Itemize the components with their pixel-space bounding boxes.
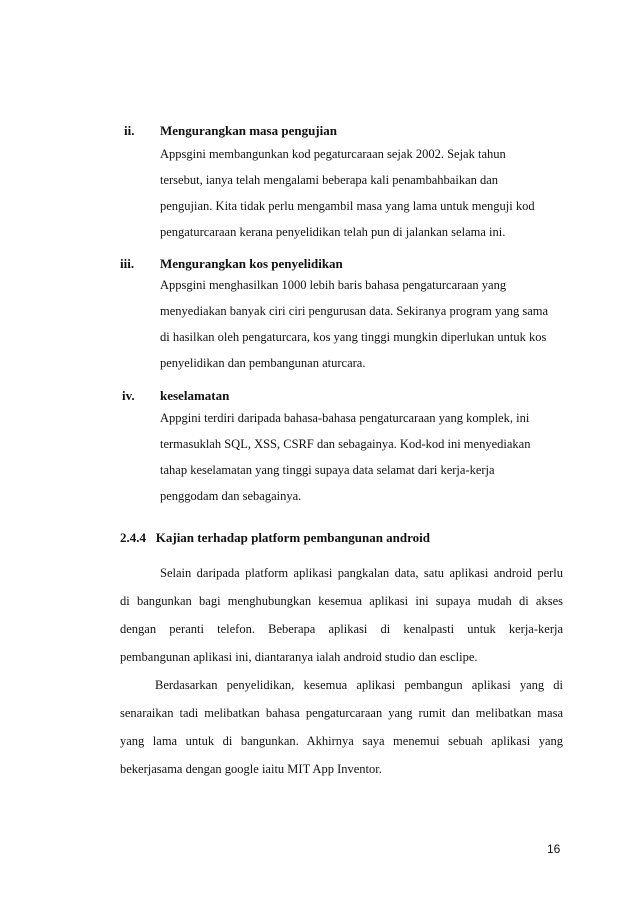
text-line: di bangunkan bagi menghubungkan kesemua aplikasi ini supaya mudah di akses	[120, 594, 563, 608]
list-item-title: keselamatan	[160, 388, 230, 403]
text-line: tahap keselamatan yang tinggi supaya data selamat dari kerja-kerja	[160, 463, 495, 477]
text-line: pengaturcaraan kerana penyelidikan telah pun di jalankan selama ini.	[160, 225, 506, 239]
list-item-body	[160, 409, 565, 513]
text-line: penggodam dan sebagainya.	[160, 489, 302, 503]
list-item-title: Mengurangkan kos penyelidikan	[160, 256, 343, 271]
text-line: dengan peranti telefon. Beberapa aplikasi di kenalpasti untuk kerja-kerja	[120, 622, 563, 636]
text-line: pembangunan aplikasi ini, diantaranya ialah android studio dan esclipe.	[120, 650, 478, 664]
list-item-body	[160, 145, 565, 249]
list-item-number: iv.	[122, 388, 135, 403]
text-line: yang lama untuk di bangunkan. Akhirnya saya menemui sebuah aplikasi yang	[120, 734, 563, 748]
text-line: pengujian. Kita tidak perlu mengambil masa yang lama untuk menguji kod	[160, 199, 535, 213]
list-item-title: Mengurangkan masa pengujian	[160, 123, 337, 138]
paragraph	[120, 676, 563, 788]
section-heading: 2.4.4 Kajian terhadap platform pembangunan android	[120, 530, 431, 545]
text-line: di hasilkan oleh pengaturcara, kos yang tinggi mungkin diperlukan untuk kos	[160, 330, 547, 344]
text-line: menyediakan banyak ciri ciri pengurusan data. Sekiranya program yang sama	[160, 304, 549, 318]
text-line: Selain daripada platform aplikasi pangkalan data, satu aplikasi android perlu	[160, 566, 563, 580]
text-line: bekerjasama dengan google iaitu MIT App Inventor.	[120, 762, 382, 776]
text-line: Berdasarkan penyelidikan, kesemua aplikasi pembangun aplikasi yang di	[155, 678, 563, 692]
text-line: Appsgini menghasilkan 1000 lebih baris bahasa pengaturcaraan yang	[160, 278, 507, 292]
list-item-number: iii.	[120, 256, 135, 271]
list-item-number: ii.	[124, 123, 135, 138]
list-item-body	[160, 276, 565, 380]
text-line: Appsgini membangunkan kod pegaturcaraan sejak 2002. Sejak tahun	[160, 147, 506, 161]
text-line: senaraikan tadi melibatkan bahasa pengaturcaraan yang rumit dan melibatkan masa	[120, 706, 563, 720]
page-number: 16	[547, 842, 561, 856]
text-line: penyelidikan dan pembangunan aturcara.	[160, 356, 366, 370]
text-line: Appgini terdiri daripada bahasa-bahasa pengaturcaraan yang komplek, ini	[160, 411, 530, 425]
paragraph	[120, 564, 563, 676]
text-line: termasuklah SQL, XSS, CSRF dan sebagainya. Kod-kod ini menyediakan	[160, 437, 531, 451]
text-line: tersebut, ianya telah mengalami beberapa kali penambahbaikan dan	[160, 173, 499, 187]
